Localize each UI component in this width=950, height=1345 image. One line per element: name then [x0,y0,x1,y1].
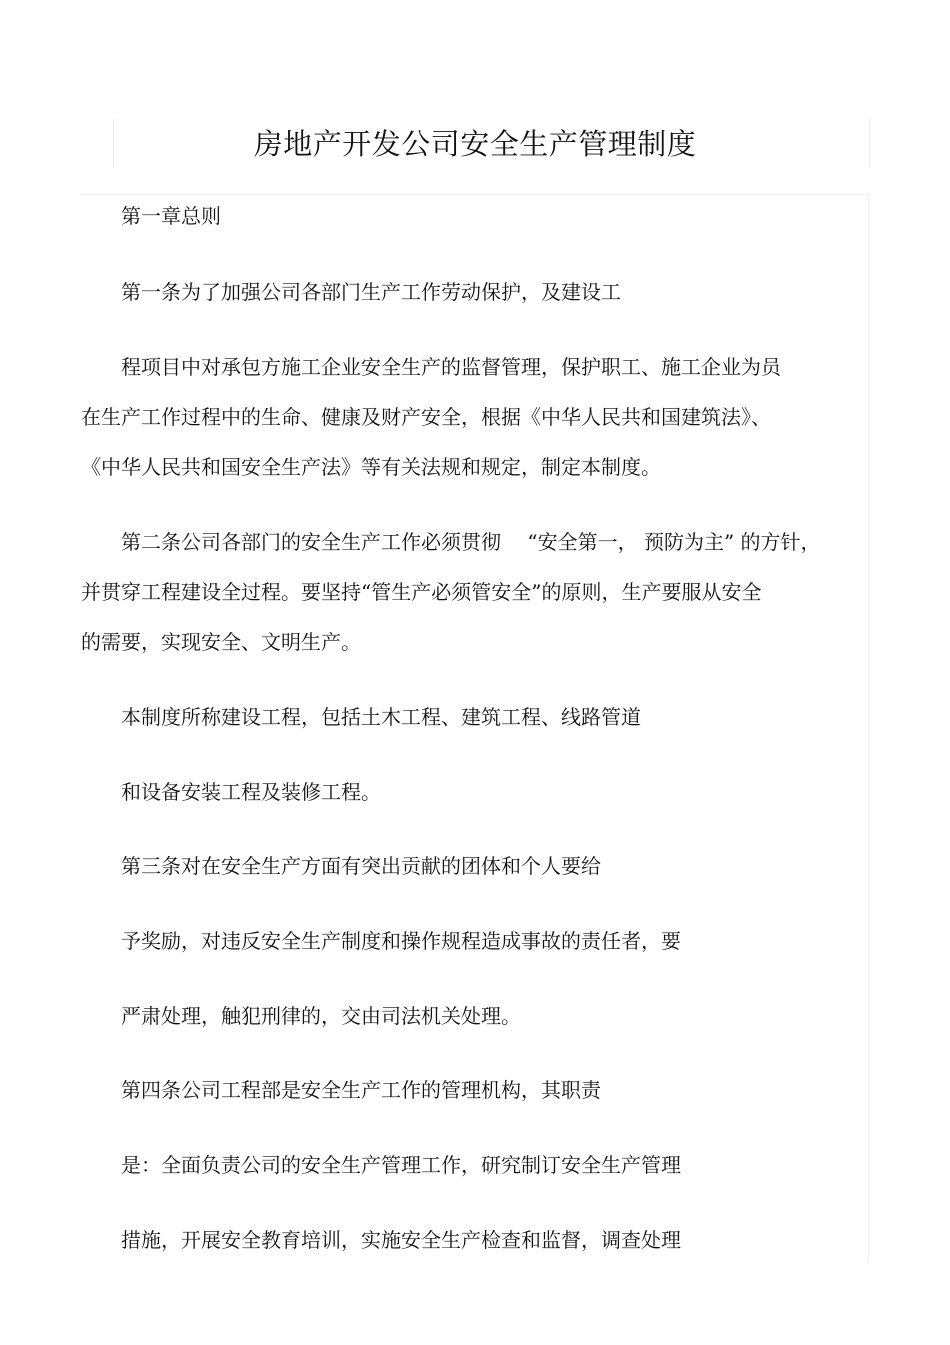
article-2-line-2: 并贯穿工程建设全过程。要坚持“管生产必须管安全”的原则，生产要服从安全 [81,580,762,604]
article-1-line-2: 程项目中对承包方施工企业安全生产的监督管理，保护职工、施工企业为员 [121,355,781,379]
chapter-heading: 第一章总则 [121,204,221,228]
scope-line-1: 本制度所称建设工程，包括土木工程、建筑工程、线路管道 [121,705,641,729]
article-4-line-2: 是：全面负责公司的安全生产管理工作，研究制订安全生产管理 [121,1153,681,1177]
article-1-line-4: 《中华人民共和国安全生产法》等有关法规和规定，制定本制度。 [81,455,661,479]
scope-line-2: 和设备安装工程及装修工程。 [121,780,381,804]
article-2-line-1: 第二条公司各部门的安全生产工作必须贯彻 “安全第一， 预防为主” 的方针， [121,530,821,554]
article-4-line-3: 措施，开展安全教育培训，实施安全生产检查和监督，调查处理 [121,1228,681,1252]
article-1-line-3: 在生产工作过程中的生命、健康及财产安全，根据《中华人民共和国建筑法》、 [81,405,771,429]
article-2-line-3: 的需要，实现安全、文明生产。 [81,630,361,654]
article-1-line-1: 第一条为了加强公司各部门生产工作劳动保护，及建设工 [121,280,621,304]
document-title: 房地产开发公司安全生产管理制度 [253,127,697,161]
article-3-line-1: 第三条对在安全生产方面有突出贡献的团体和个人要给 [121,854,601,878]
article-3-line-3: 严肃处理，触犯刑律的，交由司法机关处理。 [121,1004,521,1028]
article-4-line-1: 第四条公司工程部是安全生产工作的管理机构，其职责 [121,1078,601,1102]
article-3-line-2: 予奖励，对违反安全生产制度和操作规程造成事故的责任者，要 [121,929,681,953]
